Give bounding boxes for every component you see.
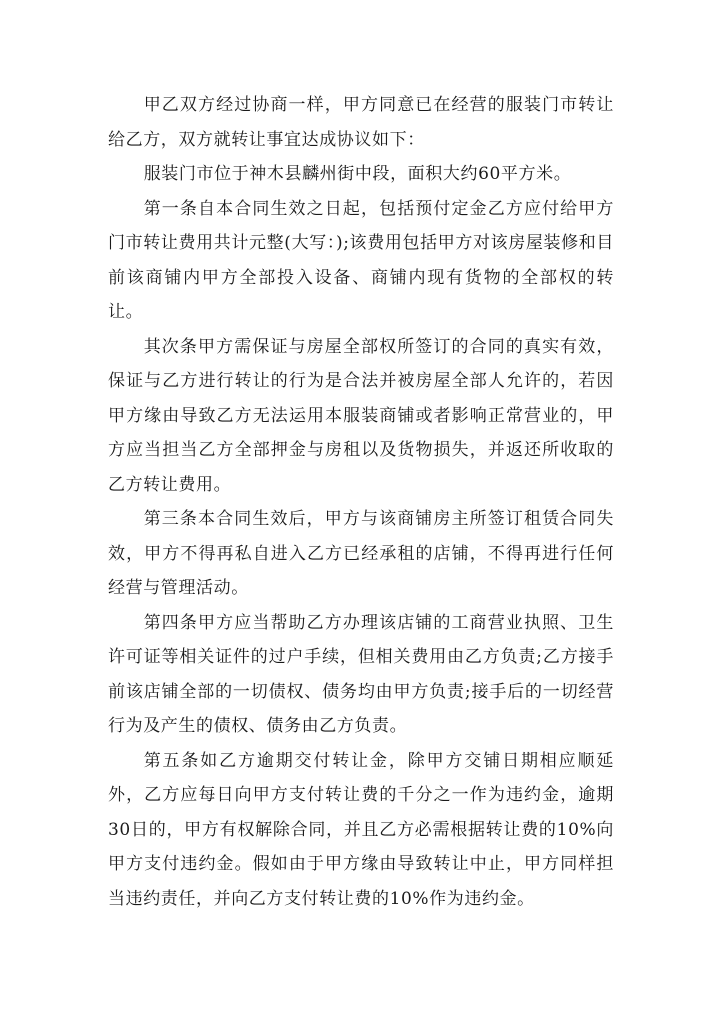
paragraph-article-5: 第五条如乙方逾期交付转让金，除甲方交铺日期相应顺延外，乙方应每日向甲方支付转让费的千分之一作为违约金，逾期30日的，甲方有权解除合同，并且乙方必需根据转让费的10%向甲方支付违约金。假如由于甲方缘由导致转让中止，甲方同样担当违约责任，并向乙方支付转让费的10%作为违约金。 bbox=[108, 750, 614, 909]
paragraph-preamble: 甲乙双方经过协商一样，甲方同意已在经营的服装门市转让给乙方，双方就转让事宜达成协议如下： bbox=[108, 95, 614, 150]
paragraph-location: 服装门市位于神木县麟州街中段，面积大约60平方米。 bbox=[143, 164, 572, 184]
paragraph-article-4: 第四条甲方应当帮助乙方办理该店铺的工商营业执照、卫生许可证等相关证件的过户手续，但相关费用由乙方负责;乙方接手前该店铺全部的一切债权、债务均由甲方负责;接手后的一切经营行为及产生的债权、债务由乙方负责。 bbox=[108, 612, 614, 736]
document-body bbox=[108, 88, 614, 916]
paragraph-article-2: 其次条甲方需保证与房屋全部权所签订的合同的真实有效，保证与乙方进行转让的行为是合法并被房屋全部人允许的，若因甲方缘由导致乙方无法运用本服装商铺或者影响正常营业的，甲方应当担当乙方全部押金与房租以及货物损失，并返还所收取的乙方转让费用。 bbox=[108, 336, 614, 495]
paragraph-article-1: 第一条自本合同生效之日起，包括预付定金乙方应付给甲方门市转让费用共计元整(大写：);该费用包括甲方对该房屋装修和目前该商铺内甲方全部投入设备、商铺内现有货物的全部权的转让。 bbox=[108, 198, 614, 322]
paragraph-article-3: 第三条本合同生效后，甲方与该商铺房主所签订租赁合同失效，甲方不得再私自进入乙方已经承租的店铺，不得再进行任何经营与管理活动。 bbox=[108, 509, 614, 598]
